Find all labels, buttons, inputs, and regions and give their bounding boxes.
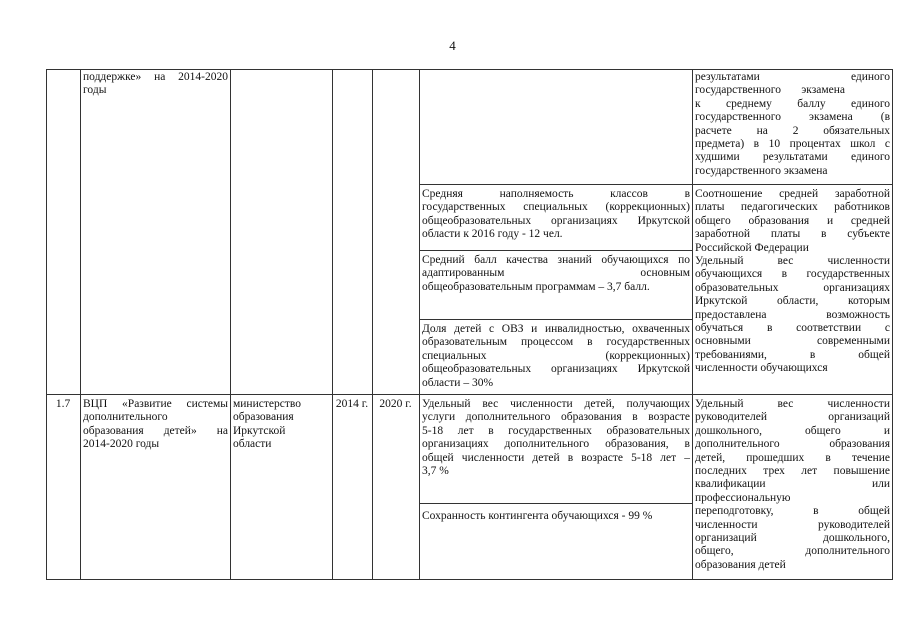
responsible-cell (233, 398, 330, 452)
text-line: общего образования и средней (695, 214, 890, 227)
text-line: численности обучающихся (695, 362, 828, 375)
text-line: предмета) в 10 процентах школ с (695, 138, 890, 151)
row-sep-indicator-2 (419, 250, 693, 251)
table-left-border (46, 69, 47, 580)
end-year: 2020 г. (379, 398, 412, 410)
text-line: квалификации или (695, 478, 890, 491)
text-line: 5-18 лет в государственных образовательных (422, 424, 690, 437)
col-sep-1 (80, 69, 81, 580)
text-line: профессиональную (695, 491, 791, 504)
text-line: образования (233, 411, 294, 424)
text-line: 3,7 % (422, 465, 449, 478)
text-line: государственного экзамена (695, 84, 845, 97)
text-line: расчете на 2 обязательных (695, 124, 890, 137)
text-line: государственных специальных (коррекционных) (422, 201, 690, 214)
text-line: общеобразовательных организациях Иркутской (422, 363, 690, 376)
text-line: к среднему баллу единого (695, 97, 890, 110)
program-cell-continued (83, 71, 228, 98)
text-line: Российской Федерации (695, 241, 809, 254)
text-line: дополнительного (83, 411, 168, 424)
text-line: образования детей (695, 558, 786, 571)
indicator-cell (422, 323, 690, 390)
text-line: платы педагогических работников (695, 201, 890, 214)
text-line: Удельный вес численности (695, 398, 890, 410)
row-sep-indicators-top (419, 184, 893, 185)
text-line: общеобразовательных организациях Иркутской (422, 214, 690, 227)
text-line: Удельный вес численности (695, 255, 890, 268)
text-line: обучаться в соответствии с (695, 322, 890, 335)
text-line: худшими результатами единого (695, 151, 890, 164)
col-sep-2 (230, 69, 231, 580)
text-line: государственного экзамена (в (695, 111, 890, 124)
text-line: результатами единого (695, 71, 890, 83)
text-line: государственного экзамена (695, 164, 828, 177)
program-table (46, 69, 893, 580)
text-line: Иркутской (233, 424, 286, 437)
text-line: адаптированным основным (422, 267, 690, 280)
text-line: Сохранность контингента обучающихся - 99 % (422, 510, 653, 522)
text-line: предоставлена возможность (695, 308, 890, 321)
text-line: министерство (233, 398, 301, 410)
text-line: детей, прошедших в течение (695, 451, 890, 464)
col-sep-3 (332, 69, 333, 580)
start-year: 2014 г. (335, 398, 369, 410)
table-right-border (892, 69, 893, 580)
text-line: образовательных организациях (695, 281, 890, 294)
text-line: поддержке» на 2014-2020 (83, 71, 228, 83)
text-line: переподготовку, в общей (695, 505, 890, 518)
text-line: образования детей» на (83, 424, 228, 437)
indicator-cell (422, 398, 690, 478)
text-line: области – 30% (422, 376, 494, 389)
text-line: Доля детей с ОВЗ и инвалидностью, охваченных (422, 323, 690, 335)
text-line: годы (83, 84, 107, 97)
text-line: общего, дополнительного (695, 545, 890, 558)
page-number: 4 (449, 38, 456, 53)
text-line: численности руководителей (695, 518, 890, 531)
row-sep-indicator-3 (419, 319, 693, 320)
text-line: обучающихся в государственных (695, 268, 890, 281)
text-line: последних трех лет повышение (695, 465, 890, 478)
text-line: ВЦП «Развитие системы (83, 398, 228, 410)
text-line: Средний балл качества знаний обучающихся по (422, 254, 690, 266)
table-top-border (46, 69, 893, 70)
text-line: образовательным процессом в государственных (422, 336, 690, 349)
text-line: общей численности детей в возрасте 5-18 лет – (422, 451, 690, 464)
outcome-cell-continued (695, 71, 890, 178)
indicator-cell (422, 510, 690, 523)
text-line: услуги дополнительного образования в возрасте (422, 411, 690, 424)
col-sep-4 (372, 69, 373, 580)
text-line: Удельный вес численности детей, получающих (422, 398, 690, 410)
indicator-cell (422, 188, 690, 242)
text-line: организаций дошкольного, (695, 532, 890, 545)
text-line: дополнительного образования (695, 438, 890, 451)
text-line: специальных (коррекционных) (422, 349, 690, 362)
text-line: 2014-2020 годы (83, 438, 160, 451)
text-line: заработной платы в субъекте (695, 228, 890, 241)
text-line: области к 2016 году - 12 чел. (422, 228, 563, 241)
table-bottom-border (46, 579, 893, 580)
text-line: Средняя наполняемость классов в (422, 188, 690, 200)
text-line: Иркутской области, которым (695, 295, 890, 308)
indicator-cell (422, 254, 690, 294)
text-line: основными современными (695, 335, 890, 348)
outcome-cell (695, 188, 890, 376)
text-line: требованиями, в общей (695, 348, 890, 361)
row-sep-1-7 (46, 394, 893, 395)
text-line: организациях дополнительного образования, в (422, 438, 690, 451)
outcome-cell (695, 398, 890, 572)
row-sep-1-7-indicator-2 (419, 503, 693, 504)
text-line: общеобразовательным программам – 3,7 балл. (422, 280, 650, 293)
text-line: дошкольного, общего и (695, 424, 890, 437)
text-line: области (233, 438, 272, 451)
text-line: руководителей организаций (695, 411, 890, 424)
program-cell (83, 398, 228, 452)
text-line: Соотношение средней заработной (695, 188, 890, 200)
row-number: 1.7 (55, 398, 71, 410)
